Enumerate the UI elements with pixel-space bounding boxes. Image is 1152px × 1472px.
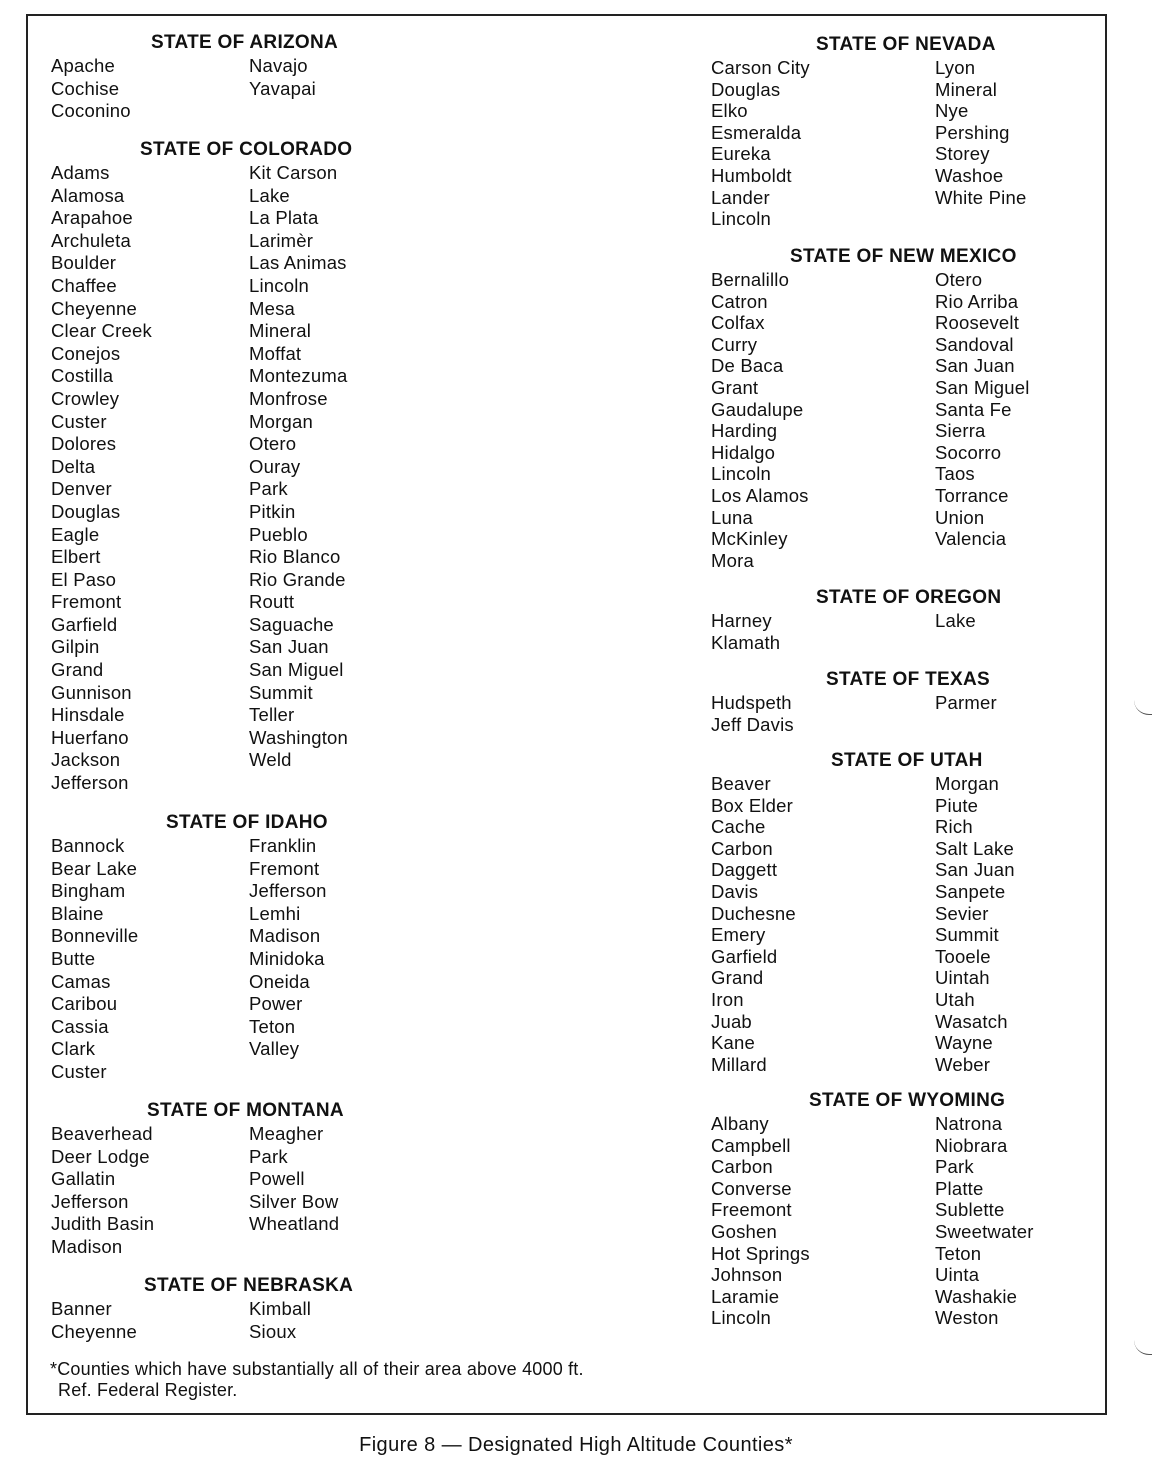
county-name: Utah xyxy=(935,988,975,1010)
county-column xyxy=(935,57,1026,230)
county-name: Luna xyxy=(711,506,753,528)
county-name: Bear Lake xyxy=(51,857,138,879)
county-name: Gunnison xyxy=(51,681,132,703)
county-name: Washington xyxy=(249,726,349,748)
county-name: Parmer xyxy=(935,692,997,713)
footnote-line: *Counties which have substantially all of their area above 4000 ft. xyxy=(50,1359,584,1379)
county-name: Crowley xyxy=(51,387,120,409)
county-name: Iron xyxy=(711,988,744,1010)
county-name: Clear Creek xyxy=(51,320,152,342)
county-name: Archuleta xyxy=(51,229,131,251)
county-name: Torrance xyxy=(935,484,1009,506)
county-column xyxy=(711,773,935,1075)
county-name: El Paso xyxy=(51,568,117,590)
county-column xyxy=(249,1298,311,1343)
county-name: Grant xyxy=(711,376,759,398)
county-name: Otero xyxy=(249,433,297,455)
county-name: Johnson xyxy=(711,1264,783,1286)
county-name: San Juan xyxy=(935,355,1015,377)
county-name: Sweetwater xyxy=(935,1220,1034,1242)
county-name: Valley xyxy=(249,1038,300,1060)
county-name: Converse xyxy=(711,1177,792,1199)
county-name: Mora xyxy=(711,549,754,571)
county-name: Hinsdale xyxy=(51,704,125,726)
county-name: Yavapai xyxy=(249,77,316,99)
county-name: Beaver xyxy=(711,773,771,794)
county-name: White Pine xyxy=(935,186,1027,208)
county-name: Clark xyxy=(51,1038,96,1060)
county-name: Deer Lodge xyxy=(51,1145,150,1167)
county-name: Elbert xyxy=(51,546,101,568)
state-title: STATE OF UTAH xyxy=(831,750,983,771)
county-column xyxy=(51,162,249,795)
county-name: Conejos xyxy=(51,342,121,364)
county-name: Summit xyxy=(935,924,999,946)
county-name: Goshen xyxy=(711,1220,777,1242)
county-column xyxy=(935,773,1015,1075)
county-name: Carbon xyxy=(711,1156,773,1178)
scan-edge-mark xyxy=(1134,700,1152,715)
county-name: Las Animas xyxy=(249,252,347,274)
county-name: Fremont xyxy=(249,857,320,879)
county-name: Alamosa xyxy=(51,184,125,206)
state-wyoming xyxy=(711,1090,1091,1329)
state-title: STATE OF NEVADA xyxy=(816,34,996,55)
county-name: Costilla xyxy=(51,365,114,387)
county-name: Pershing xyxy=(935,121,1010,143)
county-name: Natrona xyxy=(935,1113,1003,1134)
county-column xyxy=(711,1113,935,1329)
county-name: Powell xyxy=(249,1168,305,1190)
county-name: Tooele xyxy=(935,945,991,967)
state-texas xyxy=(711,669,1091,735)
county-name: Cassia xyxy=(51,1015,109,1037)
state-title: STATE OF TEXAS xyxy=(826,669,990,690)
county-name: Carson City xyxy=(711,57,810,78)
county-name: Coconino xyxy=(51,100,131,122)
county-name: Larimèr xyxy=(249,229,314,251)
county-name: Lincoln xyxy=(249,274,310,296)
county-name: Kane xyxy=(711,1032,756,1054)
county-name: Park xyxy=(249,478,288,500)
county-name: Minidoka xyxy=(249,947,325,969)
county-name: Catron xyxy=(711,290,768,312)
footnote-line: Ref. Federal Register. xyxy=(58,1380,238,1400)
county-name: Jeff Davis xyxy=(711,713,794,735)
county-name: Denver xyxy=(51,478,112,500)
county-name: Duchesne xyxy=(711,902,796,924)
county-list xyxy=(51,162,551,795)
county-name: Delta xyxy=(51,455,96,477)
county-name: Washakie xyxy=(935,1285,1018,1307)
state-title: STATE OF MONTANA xyxy=(147,1100,344,1121)
county-name: Mineral xyxy=(935,78,998,100)
county-name: Nye xyxy=(935,100,969,122)
county-name: Oneida xyxy=(249,970,310,992)
county-name: Cache xyxy=(711,816,766,838)
state-title: STATE OF IDAHO xyxy=(166,812,328,833)
county-name: Lyon xyxy=(935,57,976,78)
county-name: Lincoln xyxy=(711,208,772,230)
county-name: Teller xyxy=(249,704,295,726)
county-name: Cochise xyxy=(51,77,120,99)
state-title: STATE OF NEBRASKA xyxy=(144,1275,354,1296)
county-name: Jackson xyxy=(51,749,121,771)
county-name: Rio Grande xyxy=(249,568,346,590)
county-name: Beaverhead xyxy=(51,1123,153,1144)
state-utah xyxy=(711,750,1091,1075)
state-nebraska xyxy=(51,1275,551,1343)
county-name: Hidalgo xyxy=(711,441,776,463)
county-name: Banner xyxy=(51,1298,112,1319)
state-title: STATE OF NEW MEXICO xyxy=(790,246,1017,267)
county-name: Bonneville xyxy=(51,925,139,947)
county-list xyxy=(711,269,1091,571)
county-column xyxy=(249,162,348,795)
county-name: Morgan xyxy=(249,410,313,432)
county-name: Weston xyxy=(935,1307,999,1329)
county-name: Sandoval xyxy=(935,333,1014,355)
county-list xyxy=(711,610,1091,653)
county-name: Navajo xyxy=(249,55,308,76)
county-name: Madison xyxy=(249,925,321,947)
county-name: Humboldt xyxy=(711,164,792,186)
county-list xyxy=(51,835,551,1084)
county-name: Custer xyxy=(51,410,107,432)
county-name: Sublette xyxy=(935,1199,1005,1221)
state-new-mexico xyxy=(711,246,1091,571)
county-name: Moffat xyxy=(249,342,302,364)
county-name: Colfax xyxy=(711,312,765,334)
county-column xyxy=(711,610,935,653)
county-name: Lake xyxy=(249,184,290,206)
county-list xyxy=(711,57,1091,230)
county-name: Sanpete xyxy=(935,880,1006,902)
county-name: Santa Fe xyxy=(935,398,1012,420)
county-name: Camas xyxy=(51,970,111,992)
county-name: Kimball xyxy=(249,1298,312,1319)
county-name: Pitkin xyxy=(249,500,296,522)
county-name: Butte xyxy=(51,947,96,969)
county-name: Madison xyxy=(51,1235,123,1257)
footnote xyxy=(50,1359,584,1401)
county-name: Summit xyxy=(249,681,313,703)
county-name: Esmeralda xyxy=(711,121,802,143)
county-name: Boulder xyxy=(51,252,117,274)
county-list xyxy=(711,692,1091,735)
state-idaho xyxy=(51,812,551,1084)
county-column xyxy=(249,835,327,1084)
county-name: Teton xyxy=(249,1015,296,1037)
county-name: Chaffee xyxy=(51,274,117,296)
county-name: Cheyenne xyxy=(51,1320,137,1342)
county-name: Mineral xyxy=(249,320,312,342)
state-colorado xyxy=(51,139,551,795)
county-name: Millard xyxy=(711,1053,767,1075)
county-name: Montezuma xyxy=(249,365,348,387)
county-name: Elko xyxy=(711,100,748,122)
county-column xyxy=(51,55,249,123)
county-name: Arapahoe xyxy=(51,207,133,229)
county-name: Lincoln xyxy=(711,1307,772,1329)
county-list xyxy=(711,1113,1091,1329)
county-name: McKinley xyxy=(711,528,788,550)
figure-frame xyxy=(26,14,1107,1415)
county-name: Kit Carson xyxy=(249,162,338,183)
county-name: Klamath xyxy=(711,631,781,653)
county-name: Park xyxy=(935,1156,974,1178)
county-name: Franklin xyxy=(249,835,317,856)
county-name: Campbell xyxy=(711,1134,791,1156)
county-name: Harney xyxy=(711,610,772,631)
county-name: Dolores xyxy=(51,433,117,455)
county-name: Piute xyxy=(935,794,979,816)
county-name: Harding xyxy=(711,420,778,442)
county-name: Teton xyxy=(935,1242,982,1264)
county-column xyxy=(51,1298,249,1343)
county-name: Huerfano xyxy=(51,726,129,748)
county-name: Uintah xyxy=(935,967,990,989)
county-name: Curry xyxy=(711,333,758,355)
county-name: Storey xyxy=(935,143,990,165)
county-name: Los Alamos xyxy=(711,484,809,506)
county-name: Bernalillo xyxy=(711,269,790,290)
county-name: Weber xyxy=(935,1053,991,1075)
county-column xyxy=(711,269,935,571)
county-name: Wasatch xyxy=(935,1010,1008,1032)
county-name: Box Elder xyxy=(711,794,794,816)
state-nevada xyxy=(711,34,1091,230)
county-name: Garfield xyxy=(51,613,118,635)
county-name: Routt xyxy=(249,591,295,613)
county-name: Sevier xyxy=(935,902,989,924)
county-name: Eagle xyxy=(51,523,100,545)
county-name: Bannock xyxy=(51,835,125,856)
county-name: Judith Basin xyxy=(51,1213,155,1235)
county-name: Sioux xyxy=(249,1320,297,1342)
county-column xyxy=(51,1123,249,1259)
county-name: San Miguel xyxy=(935,376,1030,398)
county-name: Park xyxy=(249,1145,288,1167)
county-name: Wayne xyxy=(935,1032,993,1054)
county-column xyxy=(249,55,316,123)
county-name: Mesa xyxy=(249,297,296,319)
county-list xyxy=(51,55,551,123)
county-name: Platte xyxy=(935,1177,984,1199)
county-name: Apache xyxy=(51,55,115,76)
county-name: San Miguel xyxy=(249,659,344,681)
county-name: Rio Arriba xyxy=(935,290,1019,312)
county-name: Douglas xyxy=(51,500,121,522)
county-name: Hudspeth xyxy=(711,692,792,713)
county-name: Grand xyxy=(711,967,764,989)
county-name: La Plata xyxy=(249,207,319,229)
state-montana xyxy=(51,1100,551,1259)
county-column xyxy=(935,269,1030,571)
county-list xyxy=(711,773,1091,1075)
county-name: Freemont xyxy=(711,1199,792,1221)
county-list xyxy=(51,1123,551,1259)
county-name: Douglas xyxy=(711,78,781,100)
county-column xyxy=(935,610,976,653)
county-name: Valencia xyxy=(935,528,1007,550)
county-name: San Juan xyxy=(935,859,1015,881)
county-name: Jefferson xyxy=(249,880,327,902)
county-name: Roosevelt xyxy=(935,312,1020,334)
county-column xyxy=(51,835,249,1084)
county-name: Meagher xyxy=(249,1123,324,1144)
county-name: Adams xyxy=(51,162,110,183)
county-name: Garfield xyxy=(711,945,778,967)
county-name: Davis xyxy=(711,880,759,902)
county-name: Emery xyxy=(711,924,766,946)
county-name: Custer xyxy=(51,1060,107,1082)
county-name: Pueblo xyxy=(249,523,308,545)
county-name: Silver Bow xyxy=(249,1190,339,1212)
county-name: Lake xyxy=(935,610,976,631)
county-name: Rich xyxy=(935,816,973,838)
state-arizona xyxy=(51,32,551,123)
county-name: Ouray xyxy=(249,455,301,477)
figure-caption: Figure 8 — Designated High Altitude Counties* xyxy=(359,1434,793,1456)
county-name: Jefferson xyxy=(51,772,129,794)
county-name: Lincoln xyxy=(711,463,772,485)
county-name: Cheyenne xyxy=(51,297,137,319)
county-name: Union xyxy=(935,506,985,528)
county-name: Power xyxy=(249,993,303,1015)
scan-edge-mark xyxy=(1134,1340,1152,1355)
county-list xyxy=(51,1298,551,1343)
county-name: Hot Springs xyxy=(711,1242,810,1264)
county-name: Blaine xyxy=(51,902,104,924)
county-name: Carbon xyxy=(711,837,773,859)
county-name: San Juan xyxy=(249,636,329,658)
county-name: Daggett xyxy=(711,859,778,881)
county-name: Lemhi xyxy=(249,902,301,924)
state-title: STATE OF OREGON xyxy=(816,587,1002,608)
county-name: Gilpin xyxy=(51,636,100,658)
county-name: Gaudalupe xyxy=(711,398,804,420)
county-name: Caribou xyxy=(51,993,118,1015)
county-name: Wheatland xyxy=(249,1213,340,1235)
county-name: Uinta xyxy=(935,1264,980,1286)
county-name: Jefferson xyxy=(51,1190,129,1212)
county-column xyxy=(935,1113,1034,1329)
state-title: STATE OF COLORADO xyxy=(140,139,353,160)
county-name: Eureka xyxy=(711,143,771,165)
county-name: Monfrose xyxy=(249,387,328,409)
county-name: Sierra xyxy=(935,420,986,442)
county-name: Morgan xyxy=(935,773,999,794)
county-name: Washoe xyxy=(935,164,1004,186)
county-name: Gallatin xyxy=(51,1168,116,1190)
state-oregon xyxy=(711,587,1091,653)
county-name: Rio Blanco xyxy=(249,546,341,568)
county-column xyxy=(249,1123,339,1259)
county-name: Grand xyxy=(51,659,104,681)
county-name: Otero xyxy=(935,269,983,290)
county-column xyxy=(935,692,997,735)
county-name: Bingham xyxy=(51,880,126,902)
county-name: Weld xyxy=(249,749,292,771)
county-name: Socorro xyxy=(935,441,1002,463)
county-name: Niobrara xyxy=(935,1134,1008,1156)
county-name: De Baca xyxy=(711,355,784,377)
county-column xyxy=(711,57,935,230)
county-name: Juab xyxy=(711,1010,752,1032)
county-name: Taos xyxy=(935,463,975,485)
county-name: Salt Lake xyxy=(935,837,1014,859)
state-title: STATE OF ARIZONA xyxy=(151,32,339,53)
county-name: Lander xyxy=(711,186,770,208)
county-column xyxy=(711,692,935,735)
county-name: Albany xyxy=(711,1113,769,1134)
state-title: STATE OF WYOMING xyxy=(809,1090,1006,1111)
county-name: Saguache xyxy=(249,613,334,635)
county-name: Fremont xyxy=(51,591,122,613)
county-name: Laramie xyxy=(711,1285,780,1307)
